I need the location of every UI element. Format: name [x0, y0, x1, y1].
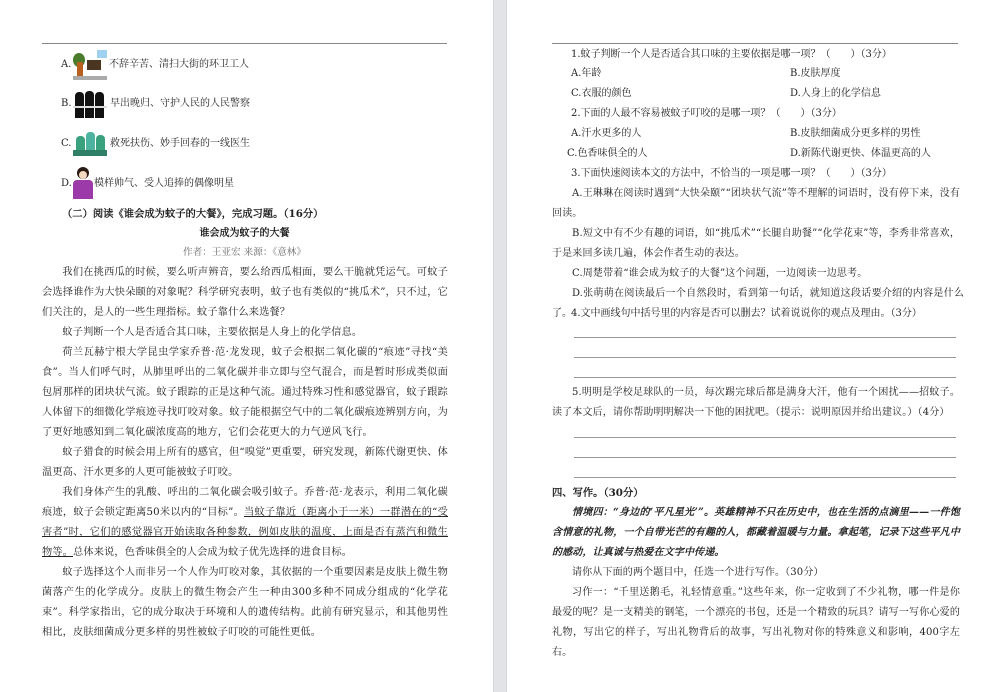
- question-5: 5.明明是学校足球队的一员，每次踢完球后都是满身大汗，他有一个困扰——招蚊子。读了本文后，请你帮助明明解决一下他的困扰吧。（提示：说明原因并给出建议。）（4分）: [552, 387, 960, 418]
- q2-option-b[interactable]: B.皮肤细菌成分更多样的男性: [790, 128, 921, 139]
- q2-option-c[interactable]: C.色香味俱全的人: [567, 148, 648, 159]
- question-1: 1.蚊子判断一个人是否适合其口味的主要依据是哪一项？（ ）（3分）: [571, 49, 892, 60]
- q1-option-c[interactable]: C.衣服的颜色: [571, 88, 632, 99]
- answer-line[interactable]: [574, 437, 956, 438]
- paragraph-5-start: 我们身体产生的乳酸、呼出的二氧化碳会吸引蚊子。乔普·范·龙表示，利用二氧化碳痕迹，蚊子会锁定距离50米以内的“目标”。: [42, 487, 448, 518]
- question-4: 4.文中画线句中括号里的内容是否可以删去？试着说说你的观点及理由。（3分）: [571, 308, 922, 319]
- q1-option-b[interactable]: B.皮肤厚度: [790, 68, 841, 79]
- q3-option-b[interactable]: B.短文中有不少有趣的词语，如“挑瓜术”“长腿自助餐”“化学花束”等，李秀非常喜欢，于是来回多读几遍，体会作者生动的表达。: [552, 228, 960, 259]
- page-gap: [493, 0, 507, 692]
- right-page: [507, 0, 1000, 692]
- answer-line[interactable]: [574, 477, 956, 478]
- q2-option-d[interactable]: D.新陈代谢更快、体温更高的人: [790, 148, 931, 159]
- option-a-text: 不辞辛苦、清扫大街的环卫工人: [109, 59, 249, 70]
- paragraph-5-end: 总体来说，色香味俱全的人会成为蚊子优先选择的进食目标。: [73, 547, 353, 558]
- article-title: 谁会成为蚊子的大餐: [199, 228, 290, 239]
- section-heading: （二）阅读《谁会成为蚊子的大餐》，完成习题。（16分）: [62, 208, 324, 220]
- q1-option-a[interactable]: A.年龄: [571, 68, 602, 79]
- option-d-letter: D.: [61, 178, 72, 189]
- option-c-text: 救死扶伤、妙手回春的一线医生: [110, 138, 250, 149]
- question-3: 3.下面快速阅读本文的方法中，不恰当的一项是哪一项？（ ）（3分）: [571, 168, 892, 179]
- answer-line[interactable]: [574, 337, 956, 338]
- q1-option-d[interactable]: D.人身上的化学信息: [790, 88, 881, 99]
- option-c-letter: C.: [61, 138, 72, 149]
- option-b-text: 早出晚归、守护人民的人民警察: [110, 98, 250, 109]
- answer-line[interactable]: [574, 377, 956, 378]
- q3-option-a[interactable]: A.王琳琳在阅读时遇到“大快朵颐”“团块状气流”等不理解的词语时，没有停下来，没有回读。: [552, 188, 960, 219]
- q2-option-a[interactable]: A.汗水更多的人: [571, 128, 642, 139]
- paragraph-3: 荷兰瓦赫宁根大学昆虫学家乔普·范·龙发现，蚊子会根据二氧化碳的“痕迹”寻找“美食”。当人们呼气时，从肺里呼出的二氧化碳并非立即与空气混合，而是暂时形成类似面包屑那样的团块状气流。蚊子跟踪的正是这种气流。通过特殊习性和感觉器官，蚊子跟踪人体留下的细微化学痕迹寻找叮咬对象。蚊子能根据空气中的二氧化碳痕迹辨别方向，为了更好地感知到二氧化碳浓度高的地方，它们会花更大的力气逆风飞行。: [42, 347, 448, 438]
- option-b-letter: B.: [61, 98, 72, 109]
- paragraph-1: 我们在挑西瓜的时候，要么听声辨音，要么给西瓜相面，要么干脆就凭运气。可蚊子会选择谁作为大快朵颐的对象呢？科学研究表明，蚊子也有类似的“挑瓜术”，只不过，它们关注的，是人的一些生理指标。蚊子靠什么来选餐？: [42, 267, 448, 318]
- paragraph-2: 蚊子判断一个人是否适合其口味，主要依据是人身上的化学信息。: [62, 327, 363, 338]
- paragraph-5: [42, 483, 448, 563]
- paragraph-4: 蚊子猎食的时候会用上所有的感官，但“嗅觉”更重要，研究发现，新陈代谢更快、体温更高、汗水更多的人更可能被蚊子叮咬。: [42, 447, 448, 478]
- left-page: [0, 0, 493, 692]
- option-d-text: 模样帅气、受人追捧的偶像明星: [94, 178, 234, 189]
- writing-heading: 四、写作。（30分）: [552, 487, 644, 499]
- police-picture: [73, 88, 107, 118]
- doctors-picture: [73, 128, 107, 158]
- street-cleaner-picture: [73, 50, 107, 80]
- answer-line[interactable]: [574, 357, 956, 358]
- header-rule: [42, 43, 447, 44]
- header-rule: [552, 43, 958, 44]
- q3-option-c[interactable]: C.周楚带着“谁会成为蚊子的大餐”这个问题，一边阅读一边思考。: [572, 268, 868, 279]
- article-byline: 作者：王亚宏 来源：《意林》: [183, 247, 306, 258]
- paragraph-6: 蚊子选择这个人而非另一个人作为叮咬对象，其依据的一个重要因素是皮肤上微生物菌落产生的化学成分。皮肤上的微生物会产生一种由300多种不同成分组成的“化学花束”。科学家指出，它的成分取决于环境和人的遗传结构。此前有研究显示，和其他男性相比，皮肤细菌成分更多样的男性被蚊子叮咬的可能性更低。: [42, 567, 448, 638]
- underlined-sentence: 当蚊子靠近（距离小于一米）一群潜在的“受害者”时，它们的感觉器官开始读取各种参数，例如皮肤的温度，上面是否有蒸汽和微生物等。: [42, 507, 448, 558]
- writing-prompt-1: 习作一：“千里送鹅毛，礼轻情意重。”这些年来，你一定收到了不少礼物，哪一件是你最爱的呢？是一支精美的钢笔，一个漂亮的书包，还是一个精致的玩具？请写一写你心爱的礼物，写出它的样子，写出礼物背后的故事，写出礼物对你的特殊意义和影响，400字左右。: [552, 587, 960, 658]
- writing-scenario: 情境四：“身边的‘平凡星光’”。英雄精神不只在历史中，也在生活的点滴里——一件饱含情意的礼物，一个自带光芒的有趣的人，都藏着温暖与力量。拿起笔，记录下这些平凡中的感动，让真诚与热爱在文字中传递。: [552, 507, 960, 558]
- option-a-letter: A.: [61, 59, 72, 70]
- question-2: 2.下面的人最不容易被蚊子叮咬的是哪一项？（ ）（3分）: [571, 108, 842, 119]
- answer-line[interactable]: [574, 457, 956, 458]
- idol-picture: [72, 167, 94, 199]
- writing-instruction: 请你从下面的两个题目中，任选一个进行写作。（30分）: [572, 567, 824, 578]
- q3-option-d[interactable]: D.张萌萌在阅读最后一个自然段时，看到第一句话，就知道这段话要介绍的内容是什么了。: [552, 288, 964, 319]
